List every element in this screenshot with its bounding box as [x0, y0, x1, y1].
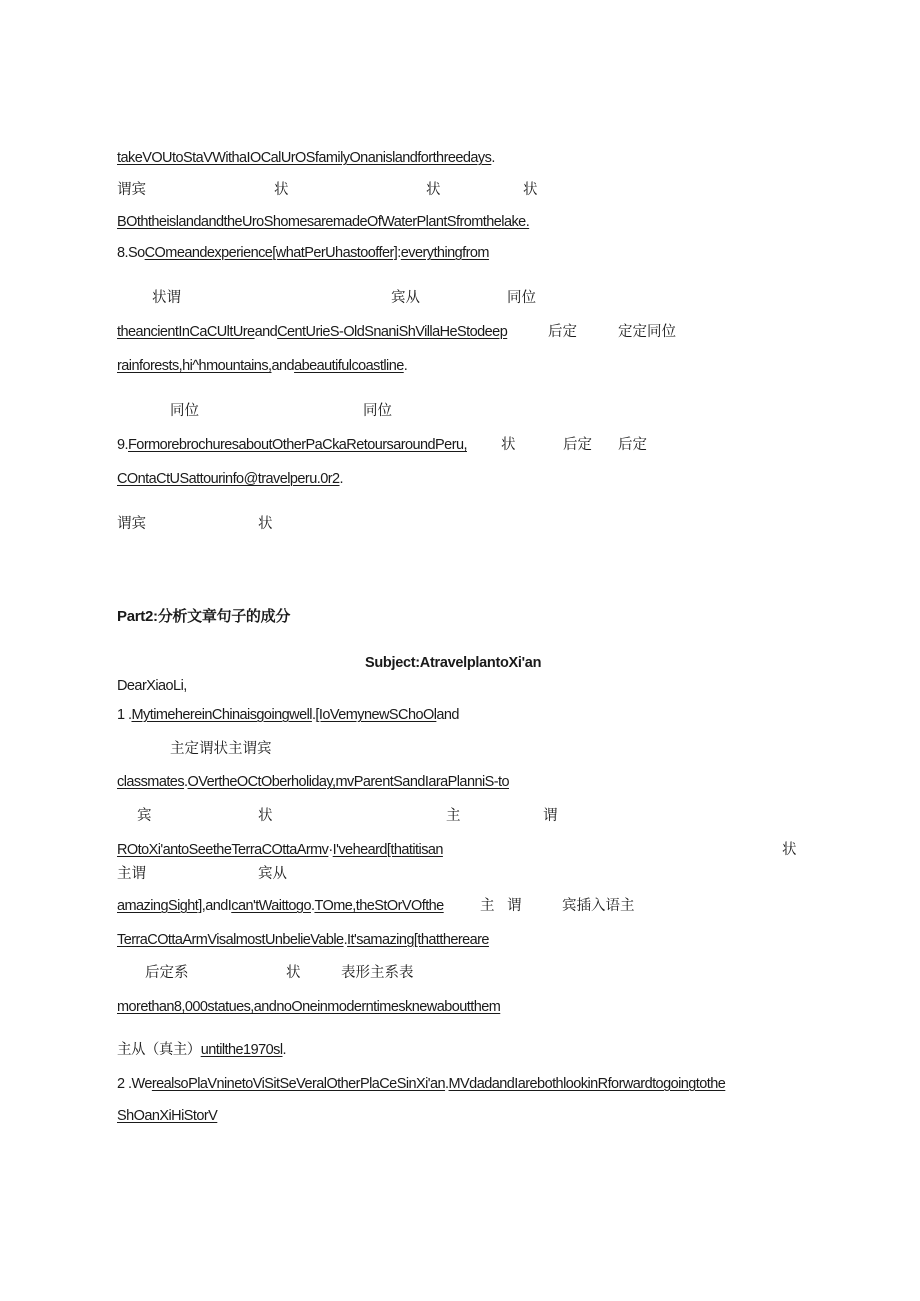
- underlined-phrase: CentUrieS-OldSnaniShVillaHeStodeep: [277, 324, 508, 340]
- grammar-annotation: 状: [523, 182, 538, 198]
- underlined-phrase: I'veheard[thatitisan: [332, 842, 443, 858]
- underlined-phrase: can'tWaittogo: [231, 898, 311, 914]
- plain-text: .: [310, 898, 315, 914]
- grammar-annotation: 主: [446, 808, 461, 824]
- grammar-annotation: 状: [258, 808, 273, 824]
- text-line: [117, 1040, 286, 1060]
- grammar-annotation: 状: [274, 182, 289, 198]
- text-line: [117, 212, 529, 232]
- grammar-annotation: 宾插入语主: [562, 898, 635, 914]
- underlined-phrase: untilthe1970sl: [200, 1042, 283, 1058]
- plain-text: 9.: [117, 437, 128, 453]
- grammar-annotation: 宾从: [258, 866, 287, 882]
- text-line: [117, 930, 489, 950]
- underlined-phrase: BOththeislandandtheUroShomesaremadeOfWaterPlantSfromthelake.: [117, 214, 530, 230]
- grammar-annotation: 后定: [563, 437, 592, 453]
- plain-text: ·: [328, 842, 333, 858]
- grammar-annotation: 谓: [507, 898, 522, 914]
- grammar-annotation: 后定: [618, 437, 647, 453]
- plain-text: .: [403, 358, 408, 374]
- grammar-annotation: 宾: [137, 808, 152, 824]
- grammar-annotation: 状: [258, 516, 273, 532]
- grammar-annotation: 后定系: [145, 965, 189, 981]
- grammar-annotation: 谓: [543, 808, 558, 824]
- plain-text: .: [343, 932, 348, 948]
- text-line: [117, 1074, 725, 1094]
- underlined-phrase: theancientInCaCUltUre: [117, 324, 255, 340]
- plain-text: .: [311, 707, 316, 723]
- underlined-phrase: COmeandexperience[whatPerUhastooffer]: [144, 245, 398, 261]
- grammar-annotation: 表形主系表: [341, 965, 414, 981]
- text-line: [117, 705, 459, 725]
- grammar-annotation: 状: [286, 965, 301, 981]
- text-line: [117, 322, 507, 342]
- underlined-phrase: ROtoXi'antoSeetheTerraCOttaArmv: [117, 842, 329, 858]
- grammar-annotation: 谓宾: [117, 516, 146, 532]
- grammar-annotation: 宾从: [391, 290, 420, 306]
- plain-text: :: [397, 245, 401, 261]
- plain-text: and: [254, 324, 278, 340]
- underlined-phrase: classmates: [117, 774, 185, 790]
- text-line: [117, 356, 407, 376]
- underlined-phrase: morethan8,000statues,andnoOneinmoderntimesknewaboutthem: [117, 999, 501, 1015]
- plain-text: .: [339, 471, 343, 487]
- underlined-phrase: MytimehereinChinaisgoingwell: [131, 707, 312, 723]
- underlined-phrase: [IoVemynewSChoOl: [315, 707, 437, 723]
- text-line: [117, 435, 467, 455]
- underlined-phrase: attourinfo@travelperu.0r2: [188, 471, 340, 487]
- text-line: [117, 840, 443, 860]
- grammar-annotation: 状: [501, 437, 516, 453]
- text-line: [117, 243, 489, 263]
- plain-text: .: [282, 1042, 286, 1058]
- grammar-annotation: 主: [480, 898, 495, 914]
- underlined-phrase: FormorebrochuresaboutOtherPaCkaRetoursaroundPeru,: [128, 437, 467, 453]
- underlined-phrase: COntaCtUS: [117, 471, 189, 487]
- text-line: [117, 148, 495, 168]
- plain-text: and: [436, 707, 459, 723]
- grammar-annotation: 同位: [170, 403, 199, 419]
- plain-text: ,andI: [201, 898, 232, 914]
- underlined-phrase: amazingSight]: [117, 898, 202, 914]
- grammar-annotation: 后定: [548, 324, 577, 340]
- plain-text: .: [445, 1076, 449, 1092]
- grammar-annotation: 同位: [507, 290, 536, 306]
- underlined-phrase: MVdadandIarebothlookinRforwardtogoingtothe: [448, 1076, 726, 1092]
- email-greeting: DearXiaoLi,: [117, 678, 187, 694]
- text-line: [117, 1106, 217, 1126]
- grammar-annotation: 主定谓状主谓宾: [170, 741, 272, 757]
- plain-text: .: [491, 150, 495, 166]
- plain-text: 1 .: [117, 707, 132, 723]
- grammar-annotation: 同位: [363, 403, 392, 419]
- underlined-phrase: takeVOUtoStaVWithaIOCalUrOSfamilyOnanislandforthreedays: [117, 150, 492, 166]
- grammar-annotation: 定定同位: [618, 324, 676, 340]
- underlined-phrase: ShOanXiHiStorV: [117, 1108, 218, 1124]
- plain-text: 8.So: [117, 245, 145, 261]
- underlined-phrase: abeautifulcoastline: [294, 358, 404, 374]
- text-line: [117, 469, 343, 489]
- text-line: [117, 772, 509, 792]
- underlined-phrase: everythingfrom: [400, 245, 489, 261]
- underlined-phrase: TerraCOttaArmVisalmostUnbelieVable: [117, 932, 344, 948]
- plain-text: 主从（真主）: [117, 1042, 201, 1058]
- underlined-phrase: realsoPlaVninetoViSitSeVeralOtherPlaCeSinXi'an: [151, 1076, 446, 1092]
- plain-text: 2 .We: [117, 1076, 152, 1092]
- underlined-phrase: rainforests,hi^hmountains,: [117, 358, 272, 374]
- underlined-phrase: It'samazing[thatthereare: [347, 932, 489, 948]
- underlined-phrase: TOme,theStOrVOfthe: [314, 898, 444, 914]
- plain-text: .: [184, 774, 188, 790]
- email-subject: Subject:AtravelplantoXi'an: [365, 655, 542, 671]
- text-line: [117, 997, 500, 1017]
- grammar-annotation: 状谓: [152, 290, 181, 306]
- grammar-annotation: 谓宾: [117, 182, 146, 198]
- plain-text: and: [271, 358, 295, 374]
- underlined-phrase: OVertheOCtOberholiday,mvParentSandIaraPlanniS-to: [187, 774, 510, 790]
- grammar-annotation: 状: [782, 842, 797, 858]
- text-line: [117, 896, 444, 916]
- grammar-annotation: 主谓: [117, 866, 146, 882]
- grammar-annotation: 状: [426, 182, 441, 198]
- part2-heading: Part2:分析文章句子的成分: [117, 608, 291, 625]
